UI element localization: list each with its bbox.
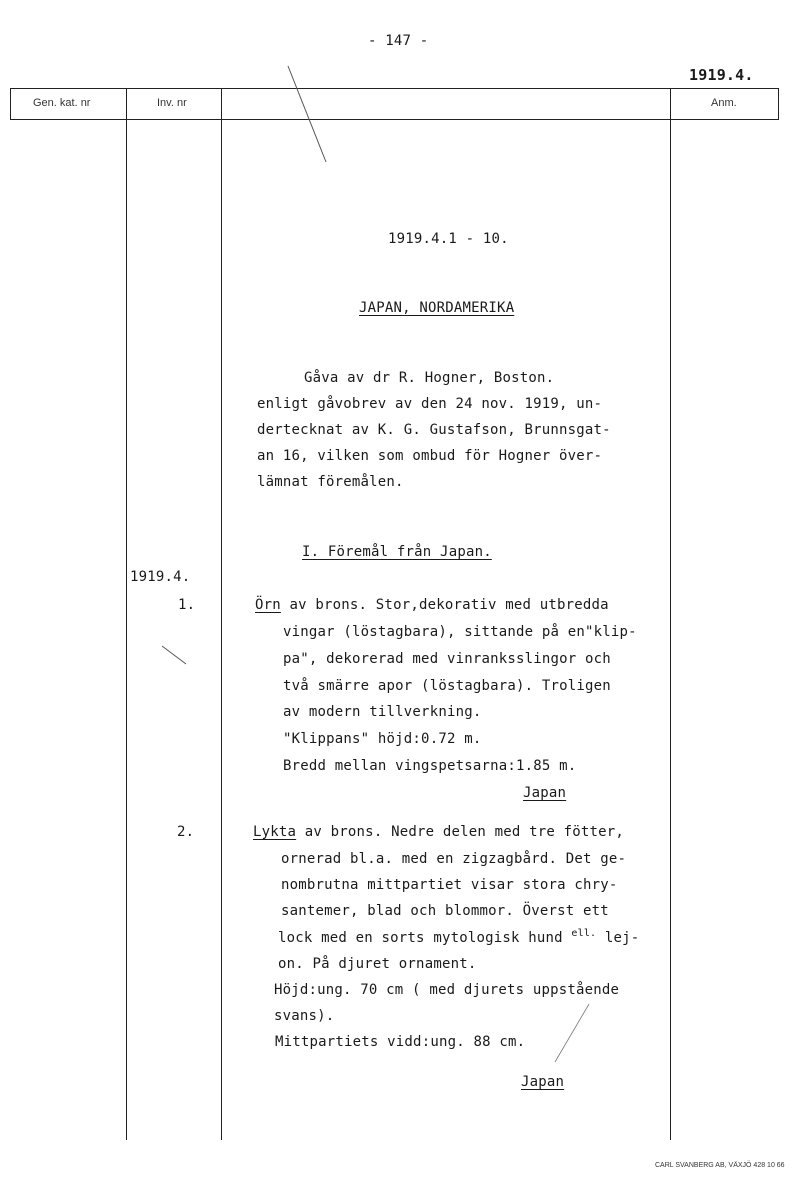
entry-line: on. På djuret ornament. xyxy=(278,956,477,972)
section-title xyxy=(302,544,492,560)
gift-note-line: enligt gåvobrev av den 24 nov. 1919, un- xyxy=(257,396,603,412)
entry-origin: Japan xyxy=(523,785,567,801)
heading-region: JAPAN, NORDAMERIKA xyxy=(359,300,515,316)
year-header: 1919.4. xyxy=(689,66,754,84)
column-header-gen-kat-nr: Gen. kat. nr xyxy=(33,97,91,109)
column-rule-gen-inv xyxy=(126,88,127,1140)
entry-first-line xyxy=(253,824,624,840)
column-rule-desc-anm xyxy=(670,88,671,1140)
entry-line: vingar (löstagbara), sittande på en"klip- xyxy=(283,624,637,640)
column-rule-inv-desc xyxy=(221,88,222,1140)
entry-first-line-rest: av brons. Stor,dekorativ med utbredda xyxy=(280,597,609,613)
entry-line: santemer, blad och blommor. Överst ett xyxy=(281,903,609,919)
gift-note-line: an 16, vilken som ombud för Hogner över- xyxy=(257,448,603,464)
entry-number: 2. xyxy=(177,824,195,840)
column-header-inv-nr: Inv. nr xyxy=(157,97,187,109)
entry-line: nombrutna mittpartiet visar stora chry- xyxy=(281,877,618,893)
entry-line-part: lej- xyxy=(596,930,640,946)
page-number: - 147 - xyxy=(368,33,429,49)
entry-line-part: lock med en sorts mytologisk hund xyxy=(278,930,572,946)
superscript-note: ell. xyxy=(571,928,597,939)
entry-line: två smärre apor (löstagbara). Troligen xyxy=(283,678,611,694)
pen-stroke-mark xyxy=(280,60,340,170)
entry-number: 1. xyxy=(178,597,196,613)
gift-note-line: dertecknat av K. G. Gustafson, Brunnsgat- xyxy=(257,422,611,438)
column-rule-left-edge xyxy=(10,88,11,120)
entry-origin: Japan xyxy=(521,1074,565,1090)
inv-group-label: 1919.4. xyxy=(130,569,191,585)
entry-line: Mittpartiets vidd:ung. 88 cm. xyxy=(275,1034,526,1050)
gift-note-line: Gåva av dr R. Hogner, Boston. xyxy=(304,370,555,386)
entry-line: "Klippans" höjd:0.72 m. xyxy=(283,731,482,747)
gift-note-line: lämnat föremålen. xyxy=(257,474,404,490)
entry-first-line xyxy=(255,597,609,613)
entry-line xyxy=(278,930,639,946)
column-header-anm: Anm. xyxy=(711,97,737,109)
entry-line: av modern tillverkning. xyxy=(283,704,482,720)
entry-title: Örn xyxy=(255,597,281,613)
heading-range: 1919.4.1 - 10. xyxy=(388,231,509,247)
entry-title: Lykta xyxy=(253,824,297,840)
printer-mark: CARL SVANBERG AB, VÄXJÖ 428 10 66 xyxy=(655,1162,785,1169)
entry-line: Bredd mellan vingspetsarna:1.85 m. xyxy=(283,758,577,774)
entry-first-line-rest: av brons. Nedre delen med tre fötter, xyxy=(296,824,625,840)
entry-line: svans). xyxy=(274,1008,335,1024)
column-rule-right-edge xyxy=(778,88,779,120)
pen-tick-mark xyxy=(158,640,198,670)
pen-stroke-mark xyxy=(545,1000,595,1070)
entry-line: Höjd:ung. 70 cm ( med djurets uppstående xyxy=(274,982,620,998)
entry-line: ornerad bl.a. med en zigzagbård. Det ge- xyxy=(281,851,627,867)
section-title-text: I. Föremål från Japan. xyxy=(302,544,492,560)
entry-line: pa", dekorerad med vinranksslingor och xyxy=(283,651,611,667)
